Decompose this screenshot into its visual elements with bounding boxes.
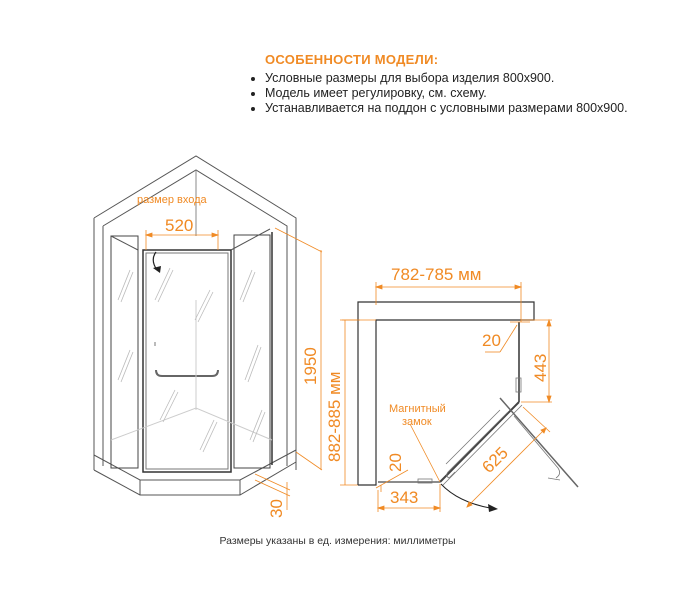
width-range-value: 782-785 мм	[391, 265, 482, 284]
feature-item: Устанавливается на поддон с условными размерами 800х900.	[248, 101, 648, 116]
magnetic-lock-label-2: замок	[402, 416, 432, 428]
side-panel-value: 443	[531, 353, 550, 382]
top-view-dimensions	[342, 282, 552, 512]
units-note: Размеры указаны в ед. измерения: миллиметры	[219, 535, 456, 547]
top-gap-value: 20	[482, 331, 501, 350]
features-title: ОСОБЕННОСТИ МОДЕЛИ:	[265, 52, 439, 67]
feature-item: Условные размеры для выбора изделия 800х900.	[248, 71, 648, 86]
side-range-value: 882-885 мм	[325, 371, 344, 462]
entrance-width-value: 520	[165, 216, 194, 235]
front-panel-value: 343	[390, 488, 419, 507]
feature-item: Модель имеет регулировку, см. схему.	[248, 86, 648, 101]
diagonal-door-value: 625	[478, 443, 512, 477]
tray-height-value: 30	[267, 499, 286, 518]
height-value: 1950	[301, 347, 320, 385]
bottom-gap-value: 20	[386, 453, 405, 472]
magnetic-lock-label-1: Магнитный	[389, 403, 446, 415]
entrance-size-label: размер входа	[137, 194, 207, 206]
front-view	[94, 156, 296, 495]
